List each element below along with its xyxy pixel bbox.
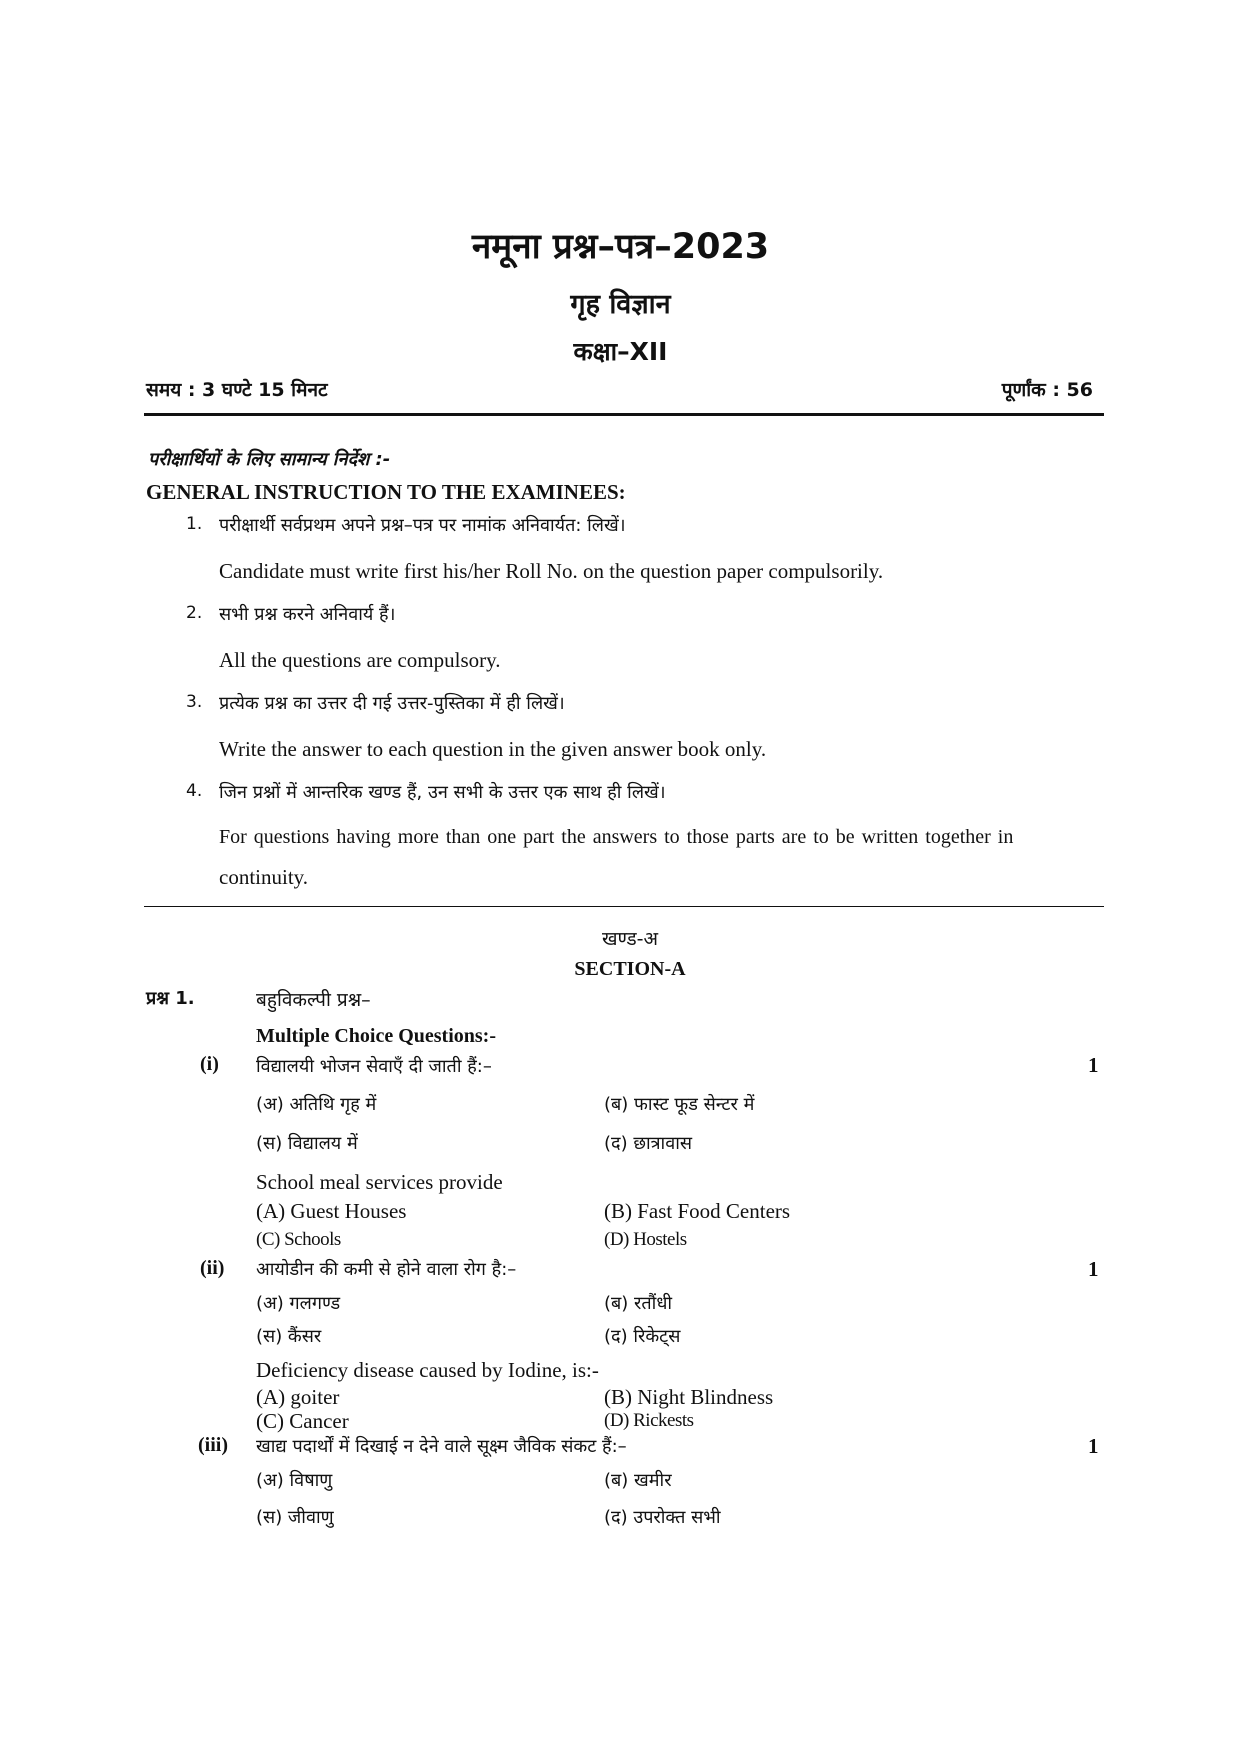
part-question-hindi: विद्यालयी भोजन सेवाएँ दी जाती हैं:– <box>256 1056 492 1077</box>
instruction-english: Write the answer to each question in the given answer book only. <box>219 737 767 761</box>
instructions-heading-english: GENERAL INSTRUCTION TO THE EXAMINEES: <box>146 480 626 504</box>
option-d-hindi: (द) उपरोक्त सभी <box>604 1507 721 1528</box>
part-question-hindi: आयोडीन की कमी से होने वाला रोग है:– <box>256 1259 517 1280</box>
instruction-hindi: परीक्षार्थी सर्वप्रथम अपने प्रश्न–पत्र पर नामांक अनिवार्यत: लिखें। <box>219 515 626 536</box>
part-mark: 1 <box>1088 1257 1099 1281</box>
option-d-hindi: (द) छात्रावास <box>604 1133 693 1154</box>
option-b-english: (B) Night Blindness <box>604 1385 774 1409</box>
instruction-number: 4. <box>186 781 203 801</box>
question-title-english: Multiple Choice Questions:- <box>256 1025 496 1047</box>
option-c-english: (C) Schools <box>256 1229 341 1250</box>
option-b-hindi: (ब) रतौंधी <box>604 1293 673 1314</box>
instruction-english: All the questions are compulsory. <box>219 648 501 672</box>
part-question-english: School meal services provide <box>256 1170 503 1194</box>
option-b-english: (B) Fast Food Centers <box>604 1199 791 1223</box>
class-title: कक्षा–XII <box>573 337 668 366</box>
part-number: (ii) <box>200 1257 225 1279</box>
part-question-hindi: खाद्य पदार्थों में दिखाई न देने वाले सूक्ष्म जैविक संकट हैं:– <box>256 1436 627 1457</box>
instruction-number: 3. <box>186 692 203 712</box>
instruction-hindi: सभी प्रश्न करने अनिवार्य हैं। <box>219 604 396 625</box>
option-a-hindi: (अ) गलगण्ड <box>256 1293 341 1314</box>
option-b-hindi: (ब) खमीर <box>604 1470 672 1491</box>
instruction-hindi: प्रत्येक प्रश्न का उत्तर दी गई उत्तर-पुस्तिका में ही लिखें। <box>219 693 565 714</box>
option-b-hindi: (ब) फास्ट फूड सेन्टर में <box>604 1094 755 1115</box>
option-d-english: (D) Rickests <box>604 1410 694 1431</box>
option-a-english: (A) Guest Houses <box>256 1199 407 1223</box>
subject-title: गृह विज्ञान <box>570 289 671 320</box>
instruction-english-line2: continuity. <box>219 865 309 889</box>
time-allowed: समय : 3 घण्टे 15 मिनट <box>146 379 328 401</box>
instruction-english-line1: For questions having more than one part the answers to those parts are to be written together in <box>219 826 1014 848</box>
instruction-number: 2. <box>186 603 203 623</box>
part-mark: 1 <box>1088 1434 1099 1458</box>
instruction-hindi: जिन प्रश्नों में आन्तरिक खण्ड हैं, उन सभी के उत्तर एक साथ ही लिखें। <box>219 782 666 803</box>
option-c-hindi: (स) कैंसर <box>256 1326 322 1347</box>
option-a-english: (A) goiter <box>256 1385 340 1409</box>
option-a-hindi: (अ) विषाणु <box>256 1470 333 1491</box>
section-title-english: SECTION-A <box>574 958 686 980</box>
option-d-english: (D) Hostels <box>604 1229 687 1250</box>
option-c-english: (C) Cancer <box>256 1409 349 1433</box>
option-d-hindi: (द) रिकेट्स <box>604 1326 681 1347</box>
instructions-heading-hindi: परीक्षार्थियों के लिए सामान्य निर्देश :- <box>148 449 391 470</box>
instruction-english: Candidate must write first his/her Roll No. on the question paper compulsorily. <box>219 559 884 583</box>
part-number: (i) <box>200 1053 219 1075</box>
option-c-hindi: (स) विद्यालय में <box>256 1133 358 1154</box>
instruction-number: 1. <box>186 514 203 534</box>
part-number: (iii) <box>198 1434 228 1456</box>
question-title-hindi: बहुविकल्पी प्रश्न– <box>256 989 371 1011</box>
section-divider <box>144 906 1104 907</box>
option-c-hindi: (स) जीवाणु <box>256 1507 334 1528</box>
question-label: प्रश्न 1. <box>146 988 195 1009</box>
section-title-hindi: खण्ड-अ <box>601 928 659 950</box>
part-mark: 1 <box>1088 1053 1099 1077</box>
paper-title: नमूना प्रश्न–पत्र–2023 <box>471 227 770 267</box>
max-marks: पूर्णांक : 56 <box>1001 379 1093 401</box>
header-divider <box>144 413 1104 416</box>
part-question-english: Deficiency disease caused by Iodine, is:- <box>256 1358 599 1382</box>
option-a-hindi: (अ) अतिथि गृह में <box>256 1094 377 1115</box>
